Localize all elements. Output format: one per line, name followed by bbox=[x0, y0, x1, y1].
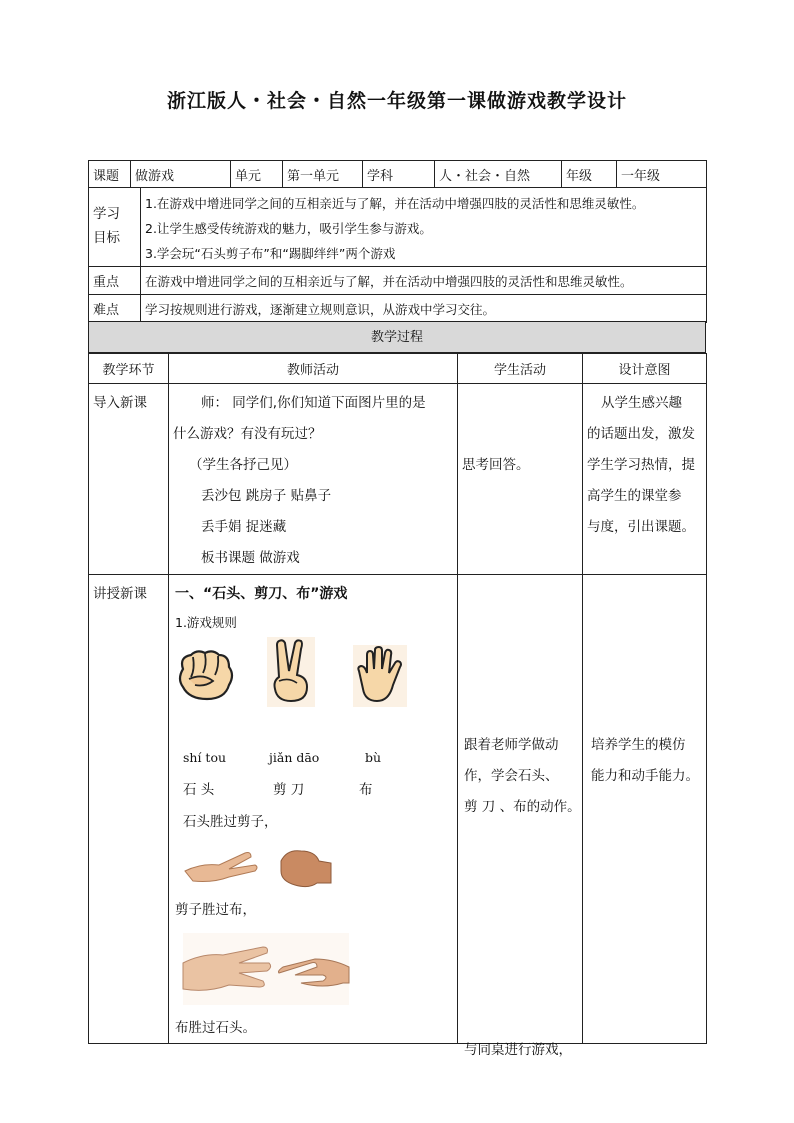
lecture-intent bbox=[583, 575, 707, 1044]
subject-value: 人・社会・自然 bbox=[435, 161, 562, 188]
intro-student: 思考回答。 bbox=[458, 384, 583, 575]
goal-item: 1.在游戏中增进同学之间的互相亲近与了解，并在活动中增强四肢的灵活性和思维灵敏性。 bbox=[145, 196, 645, 211]
pinyin-shitou: shí tou bbox=[183, 750, 227, 765]
lecture-heading: 一、“石头、剪刀、布”游戏 bbox=[175, 586, 348, 602]
scissors-rock-photo bbox=[183, 843, 333, 889]
goal-item: 3.学会玩“石头剪子布”和“踢脚绊绊”两个游戏 bbox=[145, 246, 396, 261]
student-pair-game: 与同桌进行游戏， bbox=[464, 1042, 572, 1058]
lecture-student bbox=[458, 575, 583, 1058]
pinyin-bu: bù bbox=[365, 750, 382, 765]
col-intent: 设计意图 bbox=[583, 354, 707, 384]
difficult-label: 难点 bbox=[89, 295, 141, 323]
col-stage: 教学环节 bbox=[89, 354, 169, 384]
rule-paper-beats-rock: 布胜过石头。 bbox=[175, 1020, 256, 1036]
document-title: 浙江版人・社会・自然一年级第一课做游戏教学设计 bbox=[166, 90, 627, 112]
goals-list bbox=[141, 188, 707, 267]
lecture-teacher bbox=[169, 575, 458, 1044]
intro-stage: 导入新课 bbox=[89, 384, 169, 575]
process-header: 教学过程 bbox=[88, 321, 706, 353]
key-text: 在游戏中增进同学之间的互相亲近与了解，并在活动中增强四肢的灵活性和思维灵敏性。 bbox=[141, 267, 707, 295]
paper-scissors-photo bbox=[183, 933, 349, 1005]
process-table bbox=[88, 353, 707, 1058]
hanzi-shitou: 石 头 bbox=[183, 782, 215, 798]
lecture-stage: 讲授新课 bbox=[89, 575, 169, 1044]
hanzi-jiandao: 剪 刀 bbox=[273, 782, 305, 798]
paper-hand-icon bbox=[353, 645, 407, 707]
unit-value: 第一单元 bbox=[283, 161, 363, 188]
goals-table bbox=[88, 187, 707, 323]
difficult-text: 学习按规则进行游戏，逐渐建立规则意识，从游戏中学习交往。 bbox=[141, 295, 707, 323]
subject-label: 学科 bbox=[363, 161, 435, 188]
col-student: 学生活动 bbox=[458, 354, 583, 384]
col-teacher: 教师活动 bbox=[169, 354, 458, 384]
goal-item: 2.让学生感受传统游戏的魅力，吸引学生参与游戏。 bbox=[145, 221, 432, 236]
student-activity-line: 作，学会石头、 bbox=[464, 768, 559, 784]
student-activity-line: 跟着老师学做动 bbox=[464, 737, 559, 753]
grade-value: 一年级 bbox=[617, 161, 707, 188]
intro-teacher: 师： 同学们,你们知道下面图片里的是 什么游戏？有没有玩过？ （学生各抒己见） 丢沙包 跳房子 贴鼻子 丢手娟 捉迷藏 板书课题 做游戏 bbox=[169, 384, 458, 575]
intro-intent: 从学生感兴趣 的话题出发，激发 学生学习热情，提 高学生的课堂参 与度，引出课题。 bbox=[583, 384, 707, 575]
topic-label: 课题 bbox=[89, 161, 131, 188]
intent-line: 能力和动手能力。 bbox=[591, 768, 699, 784]
pinyin-jiandao: jiǎn dāo bbox=[269, 750, 320, 765]
rule-rock-beats-scissors: 石头胜过剪子， bbox=[183, 814, 278, 830]
unit-label: 单元 bbox=[231, 161, 283, 188]
rule-label: 1.游戏规则 bbox=[175, 615, 237, 630]
scissors-hand-icon bbox=[267, 637, 315, 707]
rule-scissors-beats-paper: 剪子胜过布， bbox=[175, 902, 256, 918]
grade-label: 年级 bbox=[562, 161, 617, 188]
student-activity-line: 剪 刀 、布的动作。 bbox=[464, 799, 581, 815]
topic-value: 做游戏 bbox=[131, 161, 231, 188]
info-table bbox=[88, 160, 707, 188]
goals-label: 学习 目标 bbox=[89, 188, 141, 267]
key-label: 重点 bbox=[89, 267, 141, 295]
rock-fist-icon bbox=[175, 647, 237, 705]
intent-line: 培养学生的模仿 bbox=[591, 737, 686, 753]
hanzi-bu: 布 bbox=[359, 782, 373, 798]
